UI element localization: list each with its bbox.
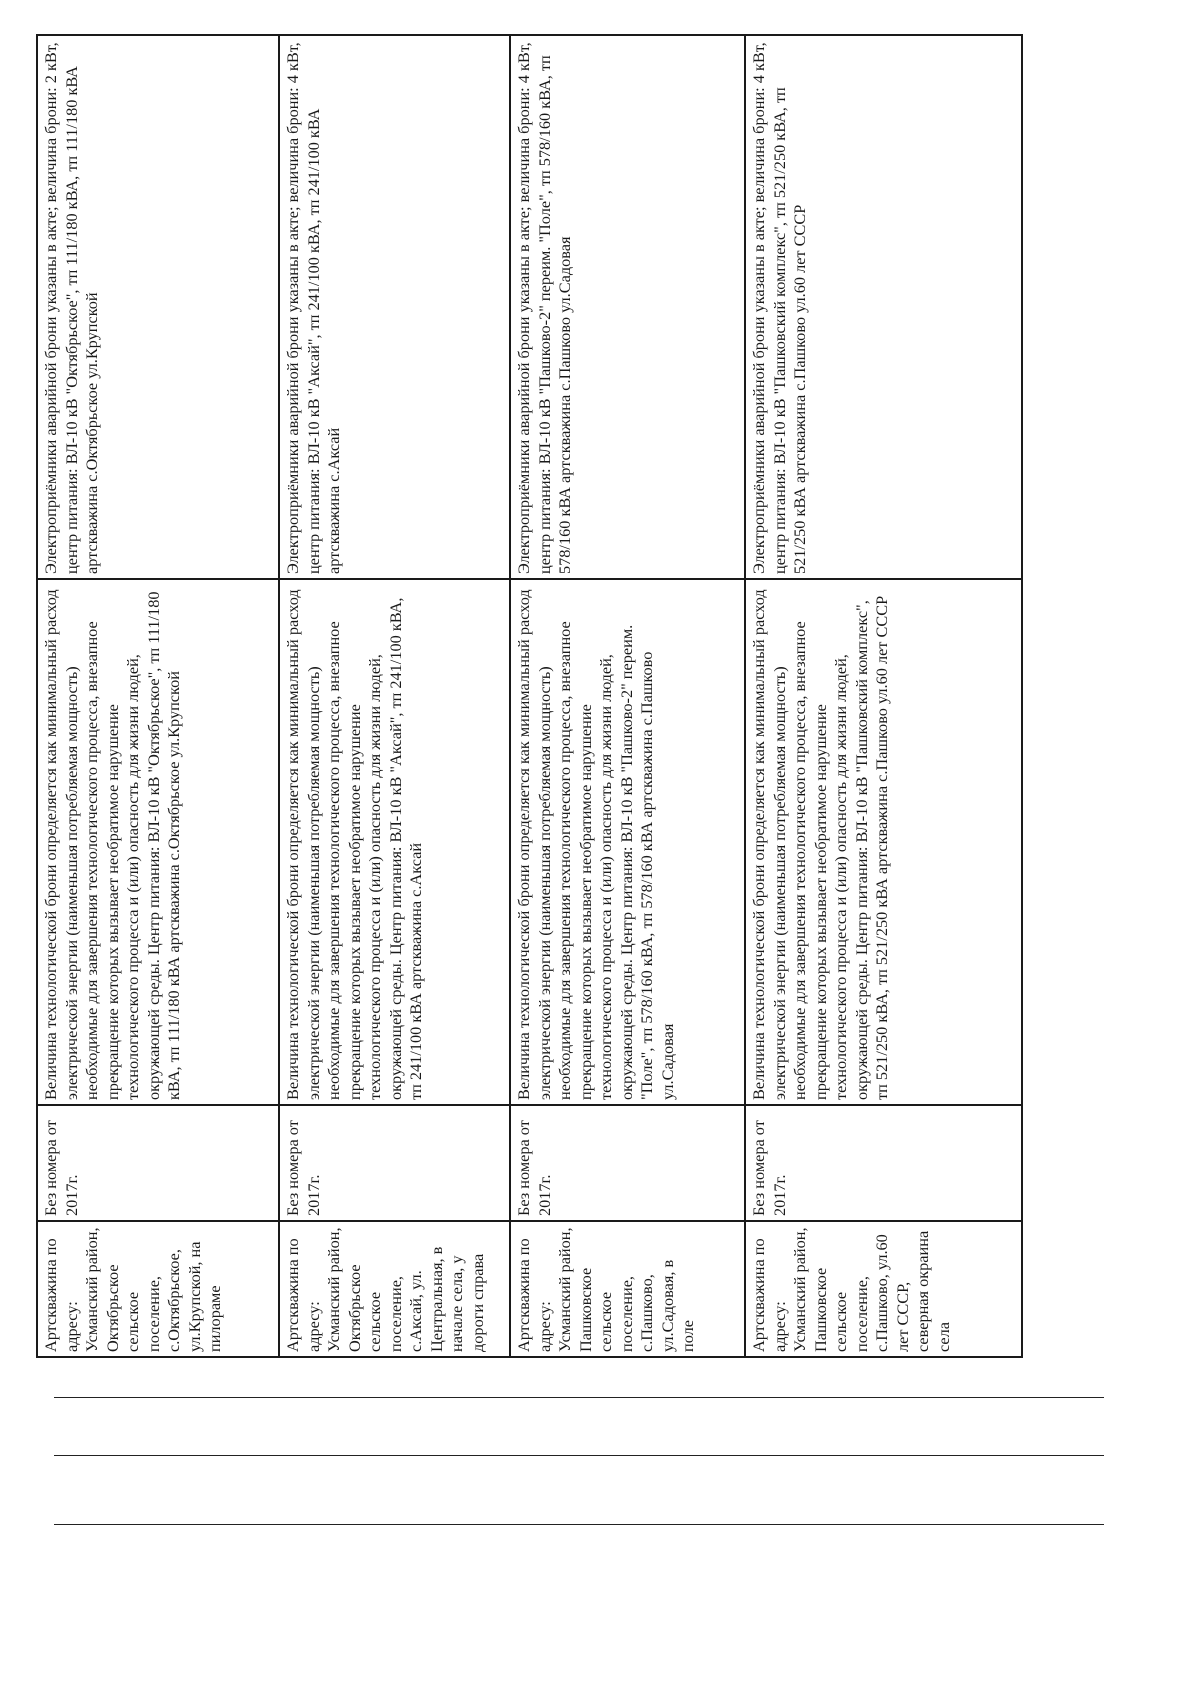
emergency-reserve-cell: Электроприёмники аварийной брони указаны в акте; величина брони: 4 кВт, центр питания: ВЛ-10 кВ "Пашково-2" переим. "Поле", тп 578/160 кВА, тп 578/160 кВА артскважина с.Пашково ул.Садовая — [510, 35, 745, 579]
technological-reserve-cell: Величина технологической брони определяется как минимальный расход электрической энергии (наименьшая потребляемая мощность) необходимые для завершения технологического процесса, внезапное прекращение которых вызывает необратимое нарушение технологического процесса и (или) опасность для жизни людей, окружающей среды. Центр питания: ВЛ-10 кВ "Пашково-2" переим. "Поле", тп 578/160 кВА, тп 578/160 кВА артскважина с.Пашково ул.Садовая — [510, 579, 745, 1105]
technological-reserve-cell: Величина технологической брони определяется как минимальный расход электрической энергии (наименьшая потребляемая мощность) необходимые для завершения технологического процесса, внезапное прекращение которых вызывает необратимое нарушение технологического процесса и (или) опасность для жизни людей, окружающей среды. Центр питания: ВЛ-10 кВ "Пашковский комплекс", тп 521/250 кВА, тп 521/250 кВА артскважина с.Пашково ул.60 лет СССР — [745, 579, 1022, 1105]
emergency-reserve-cell: Электроприёмники аварийной брони указаны в акте; величина брони: 4 кВт, центр питания: ВЛ-10 кВ "Аксай", тп 241/100 кВА, тп 241/100 кВА артскважина с.Аксай — [279, 35, 510, 579]
act-cell: Без номера от 2017г. — [510, 1105, 745, 1221]
reservation-table — [36, 34, 1023, 1358]
object-cell: Артскважина по адресу: Усманский район, Пашковское сельское поселение, с.Пашково, ул.Садовая, в поле — [510, 1221, 745, 1357]
act-cell: Без номера от 2017г. — [745, 1105, 1022, 1221]
object-cell: Артскважина по адресу: Усманский район, Октябрьское сельское поселение, с.Октябрьское, ул.Крупской, на пилораме — [37, 1221, 279, 1357]
emergency-reserve-cell: Электроприёмники аварийной брони указаны в акте; величина брони: 2 кВт, центр питания: ВЛ-10 кВ "Октябрьское", тп 111/180 кВА, тп 111/180 кВА артскважина с.Октябрьское ул.Крупской — [37, 35, 279, 579]
table-row — [745, 35, 1022, 1357]
act-cell: Без номера от 2017г. — [37, 1105, 279, 1221]
technological-reserve-cell: Величина технологической брони определяется как минимальный расход электрической энергии (наименьшая потребляемая мощность) необходимые для завершения технологического процесса, внезапное прекращение которых вызывает необратимое нарушение технологического процесса и (или) опасность для жизни людей, окружающей среды. Центр питания: ВЛ-10 кВ "Октябрьское", тп 111/180 кВА, тп 111/180 кВА артскважина с.Октябрьское ул.Крупской — [37, 579, 279, 1105]
emergency-reserve-cell: Электроприёмники аварийной брони указаны в акте; величина брони: 4 кВт, центр питания: ВЛ-10 кВ "Пашковский комплекс", тп 521/250 кВА, тп 521/250 кВА артскважина с.Пашково ул.60 лет СССР — [745, 35, 1022, 579]
object-cell: Артскважина по адресу: Усманский район, Октябрьское сельское поселение, с.Аксай, ул. Центральная, в начале села, у дороги справа — [279, 1221, 510, 1357]
table-row — [37, 35, 279, 1357]
page-rule — [54, 1524, 1104, 1525]
page-rule — [54, 1455, 1104, 1456]
technological-reserve-cell: Величина технологической брони определяется как минимальный расход электрической энергии (наименьшая потребляемая мощность) необходимые для завершения технологического процесса, внезапное прекращение которых вызывает необратимое нарушение технологического процесса и (или) опасность для жизни людей, окружающей среды. Центр питания: ВЛ-10 кВ "Аксай", тп 241/100 кВА, тп 241/100 кВА артскважина с.Аксай — [279, 579, 510, 1105]
act-cell: Без номера от 2017г. — [279, 1105, 510, 1221]
table-row — [510, 35, 745, 1357]
table-row — [279, 35, 510, 1357]
object-cell: Артскважина по адресу: Усманский район, Пашковское сельское поселение, с.Пашково, ул.60 лет СССР, северная окраина села — [745, 1221, 1022, 1357]
page-rule — [54, 1397, 1104, 1398]
